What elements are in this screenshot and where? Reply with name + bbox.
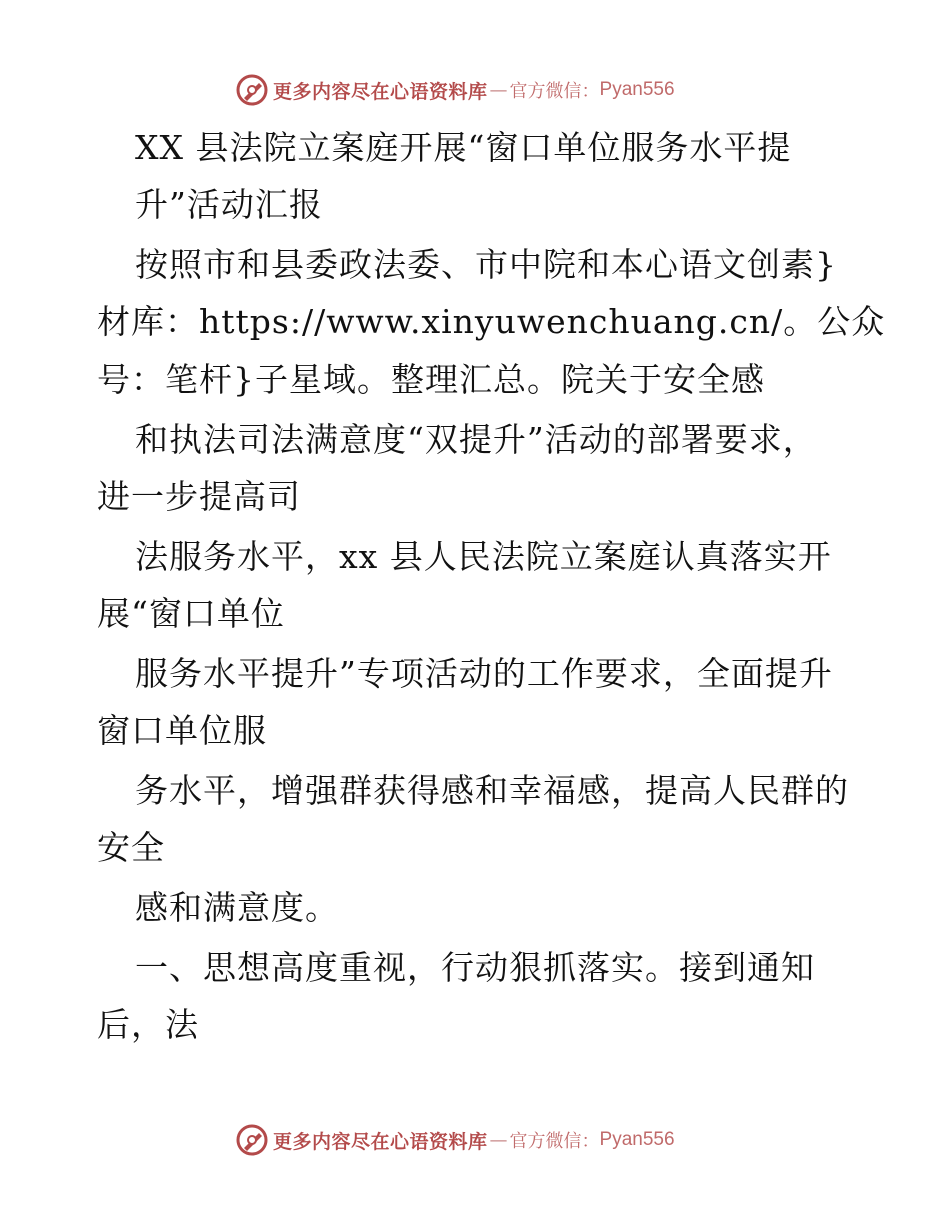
watermark-separator: — — [489, 79, 508, 101]
body-line: 进一步提高司 — [97, 477, 301, 516]
body-line: 窗口单位服 — [97, 711, 267, 750]
watermark-text: 更多内容尽在心语资料库 — [273, 1130, 488, 1153]
watermark-wechat-label: 官方微信： — [509, 81, 600, 102]
body-line: 后，法 — [97, 1005, 199, 1044]
body-line: 和执法司法满意度“双提升”活动的部署要求， — [135, 420, 817, 459]
pen-logo-icon — [235, 73, 269, 107]
pen-logo-icon — [235, 1123, 269, 1157]
body-line: 服务水平提升”专项活动的工作要求，全面提升 — [135, 654, 833, 693]
body-line: 务水平，增强群获得感和幸福感，提高人民群的 — [135, 771, 849, 810]
watermark-wechat-id: Pyan556 — [599, 79, 675, 100]
body-line: 感和满意度。 — [135, 888, 339, 927]
section-heading-line: 一、思想高度重视，行动狠抓落实。接到通知 — [135, 948, 815, 987]
doc-title-line-2: 升”活动汇报 — [135, 185, 323, 224]
doc-title-line-1: XX 县法院立案庭开展“窗口单位服务水平提 — [135, 128, 792, 167]
watermark-wechat-id: Pyan556 — [599, 1129, 675, 1150]
body-line: 按照市和县委政法委、市中院和本心语文创素} — [135, 245, 837, 284]
footer-watermark — [235, 1122, 675, 1158]
watermark-separator: — — [489, 1129, 508, 1151]
body-line: 号：笔杆}子星域。整理汇总。院关于安全感 — [97, 360, 765, 399]
header-watermark — [235, 72, 675, 108]
watermark-wechat-label: 官方微信： — [509, 1131, 600, 1152]
body-line: 材库：https://www.xinyuwenchuang.cn/。公众 — [97, 302, 886, 341]
watermark-text: 更多内容尽在心语资料库 — [273, 80, 488, 103]
body-line: 安全 — [97, 828, 165, 867]
body-line: 展“窗口单位 — [97, 594, 285, 633]
body-line: 法服务水平，xx 县人民法院立案庭认真落实开 — [135, 537, 832, 576]
